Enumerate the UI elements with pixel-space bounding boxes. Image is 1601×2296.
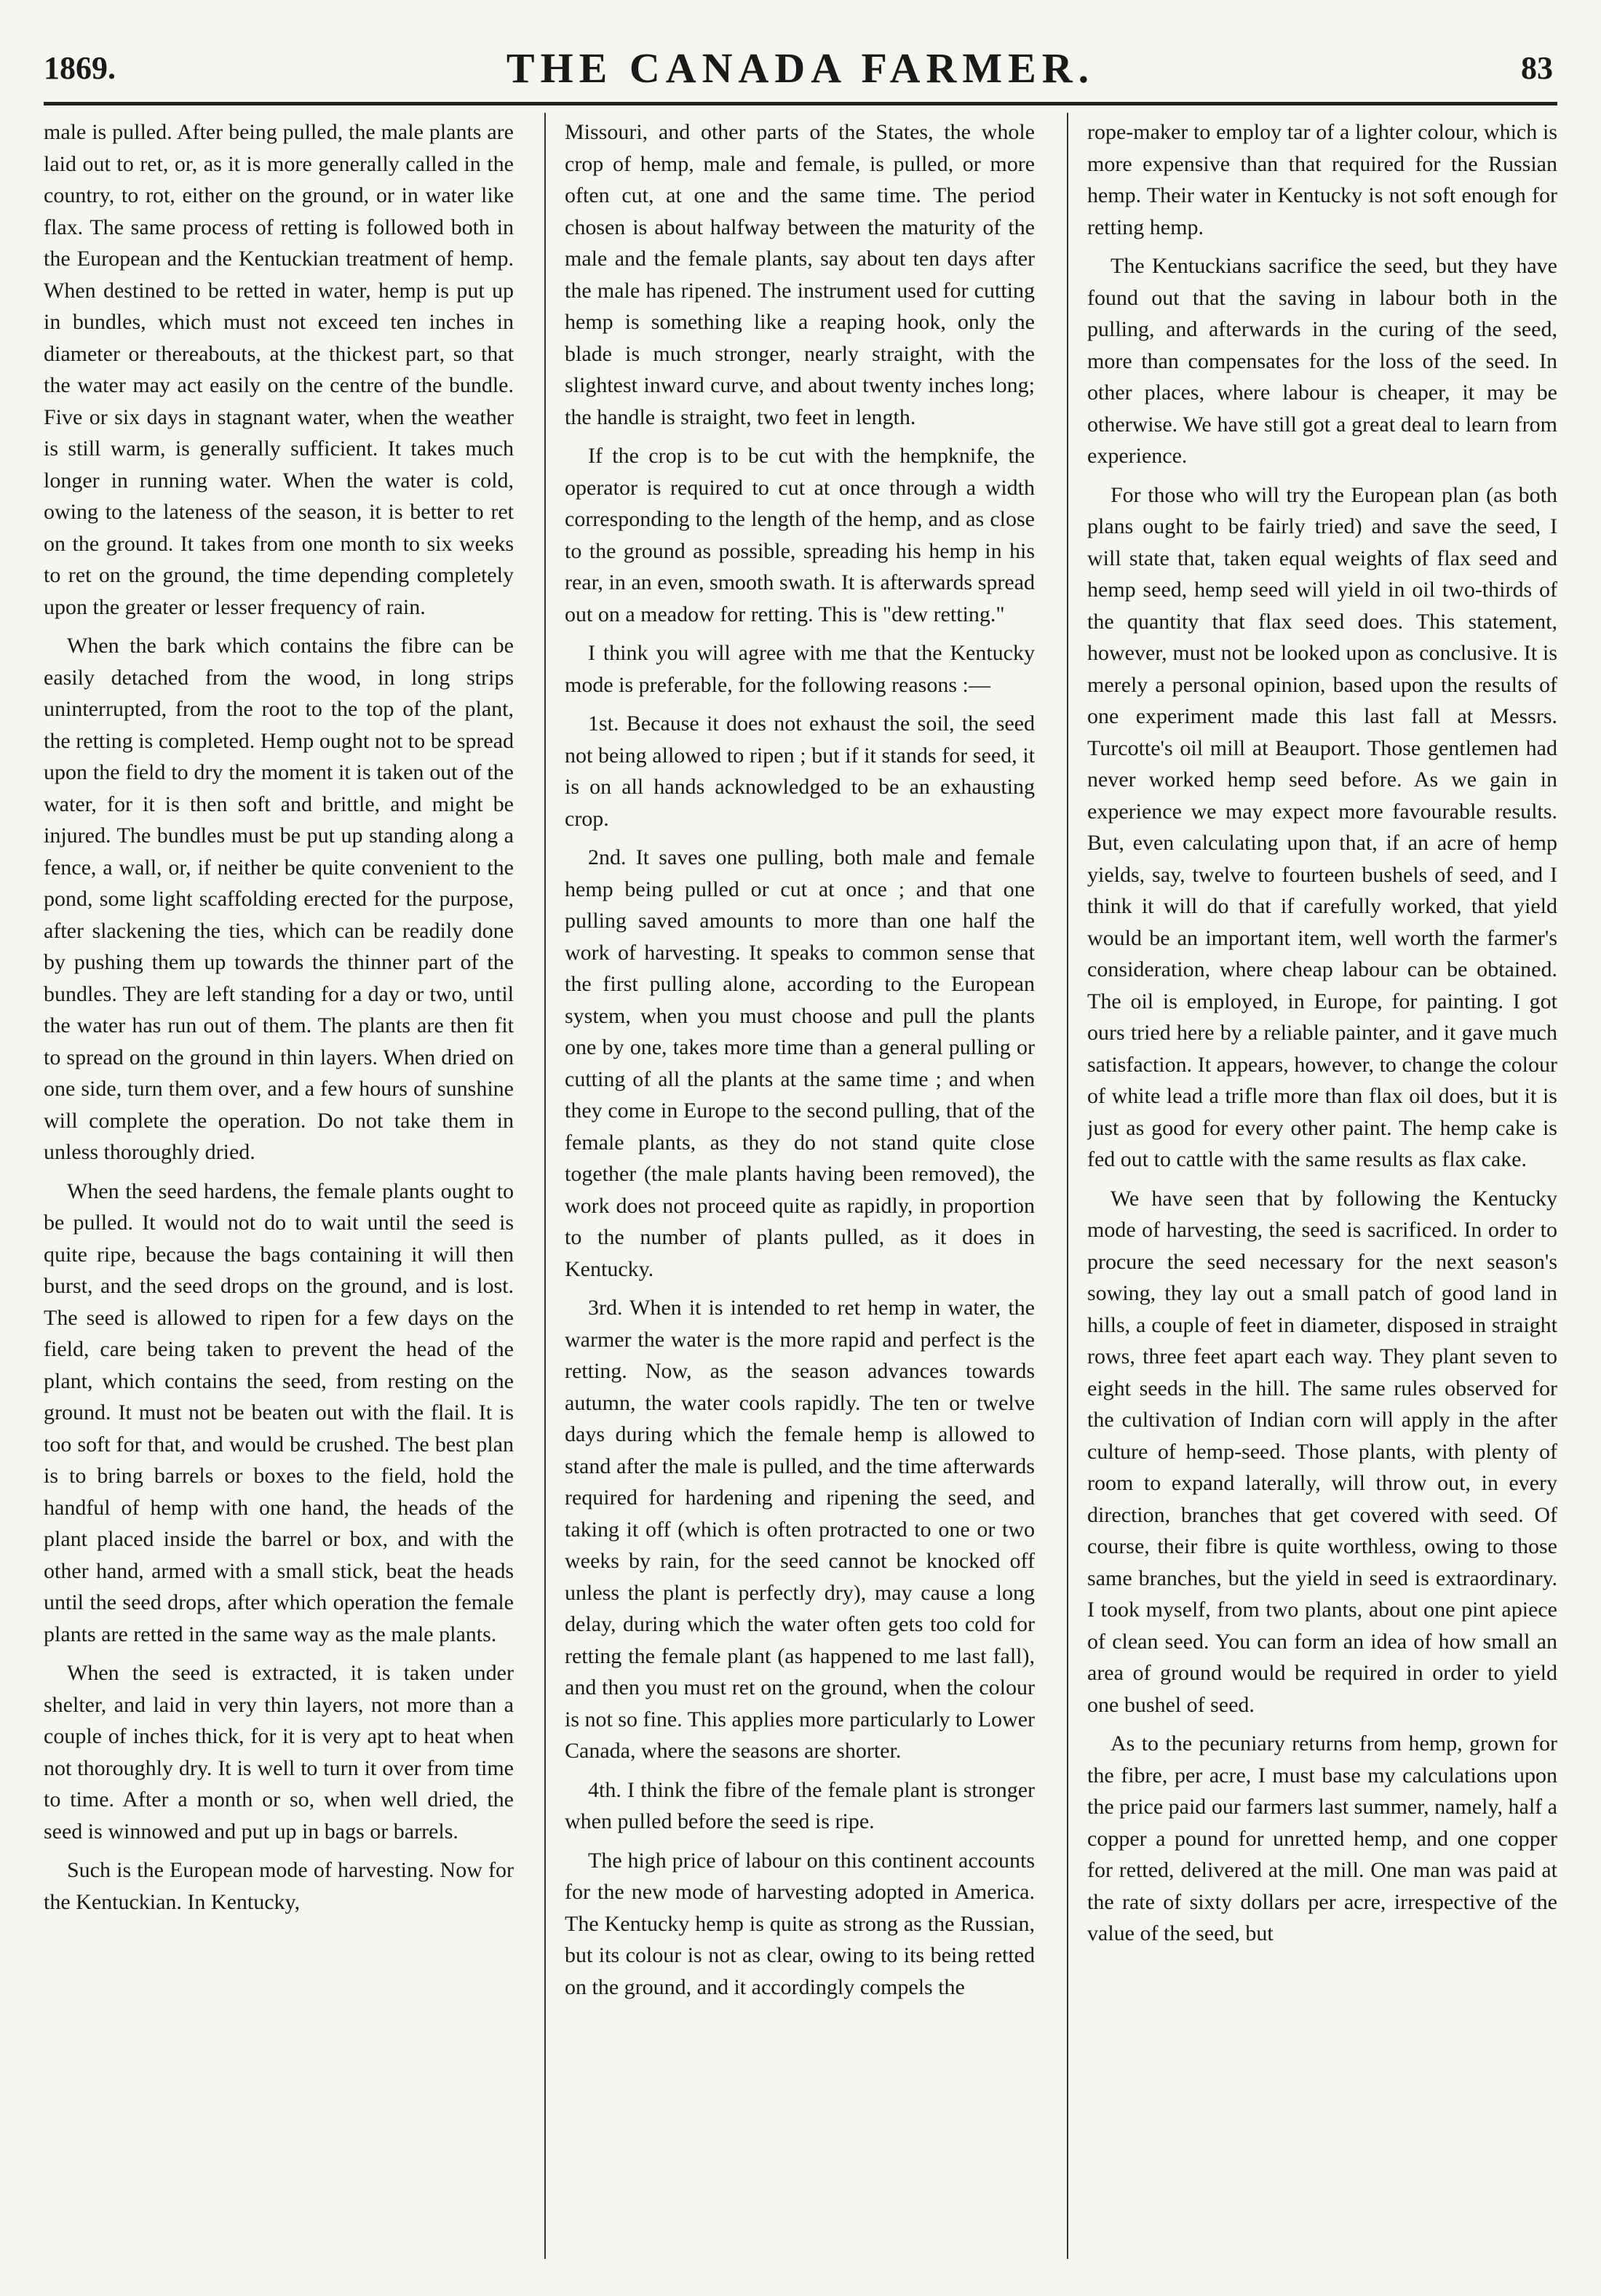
header-rule xyxy=(44,102,1557,105)
column-divider xyxy=(1067,113,1068,2259)
paragraph: 3rd. When it is intended to ret hemp in water, the warmer the water is the more rapid and perfect is the retting. Now, as the season advances towards autumn, the water cools rapidly. The ten or twelve days during which the female hemp is allowed to stand after the male is pulled, and the time afterwards required for hardening and ripening the seed, and taking it off (which is often protracted to one or two weeks by rain, for the seed cannot be knocked off unless the plant is perfectly dry), may cause a long delay, during which the water often gets too cold for retting the female plant (as happened to me last fall), and then you must ret on the ground, when the colour is not so fine. This applies more particularly to Lower Canada, where the seasons are shorter. xyxy=(565,1296,1035,1763)
page-header xyxy=(44,44,1557,92)
paragraph: rope-maker to employ tar of a lighter colour, which is more expensive than that required for the Russian hemp. Their water in Kentucky is not soft enough for retting hemp. xyxy=(1087,120,1557,239)
paragraph: We have seen that by following the Kentucky mode of harvesting, the seed is sacrificed. In order to procure the seed necessary for the next season's sowing, they lay out a small patch of good land in hills, a couple of feet in diameter, disposed in straight rows, three feet apart each way. They plant seven to eight seeds in the hill. The same rules observed for the cultivation of Indian corn will apply in the after culture of hemp-seed. Those plants, with plenty of room to expand laterally, will throw out, in every direction, branches that get covered with seed. Of course, their fibre is quite worthless, owing to those same branches, but the yield in seed is extraordinary. I took myself, from two plants, about one pint apiece of clean seed. You can form an idea of how small an area of ground would be required in order to yield one bushel of seed. xyxy=(1087,1186,1557,1717)
paragraph: 2nd. It saves one pulling, both male and female hemp being pulled or cut at once ; and that one pulling saved amounts to more than one half the work of harvesting. It speaks to common sense that the first pulling alone, according to the European system, when you must choose and pull the plants one by one, takes more time than a general pulling or cutting of all the plants at the same time ; and when they come in Europe to the second pulling, that of the female plants, as they do not stand quite close together (the male plants having been removed), the work does not proceed quite as rapidly, in proportion to the number of plants pulled, as it does in Kentucky. xyxy=(565,845,1035,1281)
paragraph: 4th. I think the fibre of the female plant is stronger when pulled before the seed is ripe. xyxy=(565,1777,1035,1833)
page-number: 83 xyxy=(1521,50,1553,86)
column-2 xyxy=(565,116,1035,2270)
paragraph: As to the pecuniary returns from hemp, grown for the fibre, per acre, I must base my calculations upon the price paid our farmers last summer, namely, half a copper a pound for unretted hemp, and one copper for retted, delivered at the mill. One man was paid at the rate of sixty dollars per acre, irrespective of the value of the seed, but xyxy=(1087,1731,1557,1945)
paragraph: For those who will try the European plan (as both plans ought to be fairly tried) and save the seed, I will state that, taken equal weights of flax seed and hemp seed, hemp seed will yield in oil two-thirds of the quantity that flax seed does. This statement, however, must not be looked upon as conclusive. It is merely a personal opinion, based upon the results of one experiment made this last fall at Messrs. Turcotte's oil mill at Beauport. Those gentlemen had never worked hemp seed before. As we gain in experience we may expect more favourable results. But, even calculating upon that, if an acre of hemp yields, say, twelve to fourteen bushels of seed, and I think it will do that if carefully worked, that yield would be an important item, well worth the farmer's consideration, where cheap labour can be obtained. The oil is employed, in Europe, for painting. I got ours tried here by a reliable painter, and it gave much satisfaction. It appears, however, to change the colour of white lead a trifle more than flax oil does, but it is just as good for every other paint. The hemp cake is fed out to cattle with the same results as flax cake. xyxy=(1087,482,1557,1171)
column-divider xyxy=(544,113,546,2259)
paragraph: When the bark which contains the fibre can be easily detached from the wood, in long strips uninterrupted, from the root to the top of the plant, the retting is completed. Hemp ought not to be spread upon the field to dry the moment it is taken out of the water, for it is then soft and brittle, and might be injured. The bundles must be put up standing along a fence, a wall, or, if neither be quite convenient to the pond, some light scaffolding erected for the purpose, after slackening the ties, which can be readily done by pushing them up towards the thinner part of the bundles. They are left standing for a day or two, until the water has run out of them. The plants are then fit to spread on the ground in thin layers. When dried on one side, turn them over, and a few hours of sunshine will complete the operation. Do not take them in unless thoroughly dried. xyxy=(44,634,514,1164)
paragraph: Missouri, and other parts of the States, the whole crop of hemp, male and female, is pulled, or more often cut, at one and the same time. The period chosen is about halfway between the maturity of the male and the female plants, say about ten days after the male has ripened. The instrument used for cutting hemp is something like a reaping hook, only the blade is much stronger, nearly straight, with the slightest inward curve, and about twenty inches long; the handle is straight, two feet in length. xyxy=(565,120,1035,429)
paragraph: If the crop is to be cut with the hempknife, the operator is required to cut at once through a width corresponding to the length of the hemp, and as close to the ground as possible, spreading his hemp in his rear, in an even, smooth swath. It is afterwards spread out on a meadow for retting. This is "dew retting." xyxy=(565,444,1035,626)
column-3 xyxy=(1087,116,1557,2270)
paragraph: When the seed is extracted, it is taken under shelter, and laid in very thin layers, not more than a couple of inches thick, for it is very apt to heat when not thoroughly dry. It is well to turn it over from time to time. After a month or so, when well dried, the seed is winnowed and put up in bags or barrels. xyxy=(44,1661,514,1843)
paragraph: The Kentuckians sacrifice the seed, but they have found out that the saving in labour both in the pulling, and afterwards in the curing of the seed, more than compensates for the loss of the seed. In other places, where labour is cheaper, it may be otherwise. We have still got a great deal to learn from experience. xyxy=(1087,254,1557,468)
paragraph: I think you will agree with me that the Kentucky mode is preferable, for the following reasons :— xyxy=(565,641,1035,697)
paragraph: 1st. Because it does not exhaust the soil, the seed not being allowed to ripen ; but if it stands for seed, it is on all hands acknowledged to be an exhausting crop. xyxy=(565,711,1035,831)
paragraph: When the seed hardens, the female plants ought to be pulled. It would not do to wait until the seed is quite ripe, because the bags containing it will then burst, and the seed drops on the ground, and is lost. The seed is allowed to ripen for a few days on the field, care being taken to prevent the head of the plant, which contains the seed, from resting on the ground. It must not be beaten out with the flail. It is too soft for that, and would be crushed. The best plan is to bring barrels or boxes to the field, hold the handful of hemp with one hand, the heads of the plant placed inside the barrel or box, and with the other hand, armed with a small stick, beat the heads until the seed drops, after which operation the female plants are retted in the same way as the male plants. xyxy=(44,1179,514,1646)
issue-year: 1869. xyxy=(44,50,116,86)
publication-title: THE CANADA FARMER. xyxy=(506,44,1095,92)
paragraph: The high price of labour on this continent accounts for the new mode of harvesting adopted in America. The Kentucky hemp is quite as strong as the Russian, but its colour is not as clear, owing to its being retted on the ground, and it accordingly compels the xyxy=(565,1848,1035,1999)
paragraph: male is pulled. After being pulled, the male plants are laid out to ret, or, as it is more generally called in the country, to rot, either on the ground, or in water like flax. The same process of retting is followed both in the European and the Kentuckian treatment of hemp. When destined to be retted in water, hemp is put up in bundles, which must not exceed ten inches in diameter or thereabouts, at the thickest part, so that the water may act easily on the centre of the bundle. Five or six days in stagnant water, when the weather is still warm, is generally sufficient. It takes much longer in running water. When the water is cold, owing to the lateness of the season, it is better to ret on the ground. It takes from one month to six weeks to ret on the ground, the time depending completely upon the greater or lesser frequency of rain. xyxy=(44,120,514,619)
paragraph: Such is the European mode of harvesting. Now for the Kentuckian. In Kentucky, xyxy=(44,1858,514,1914)
column-1 xyxy=(44,116,514,2270)
